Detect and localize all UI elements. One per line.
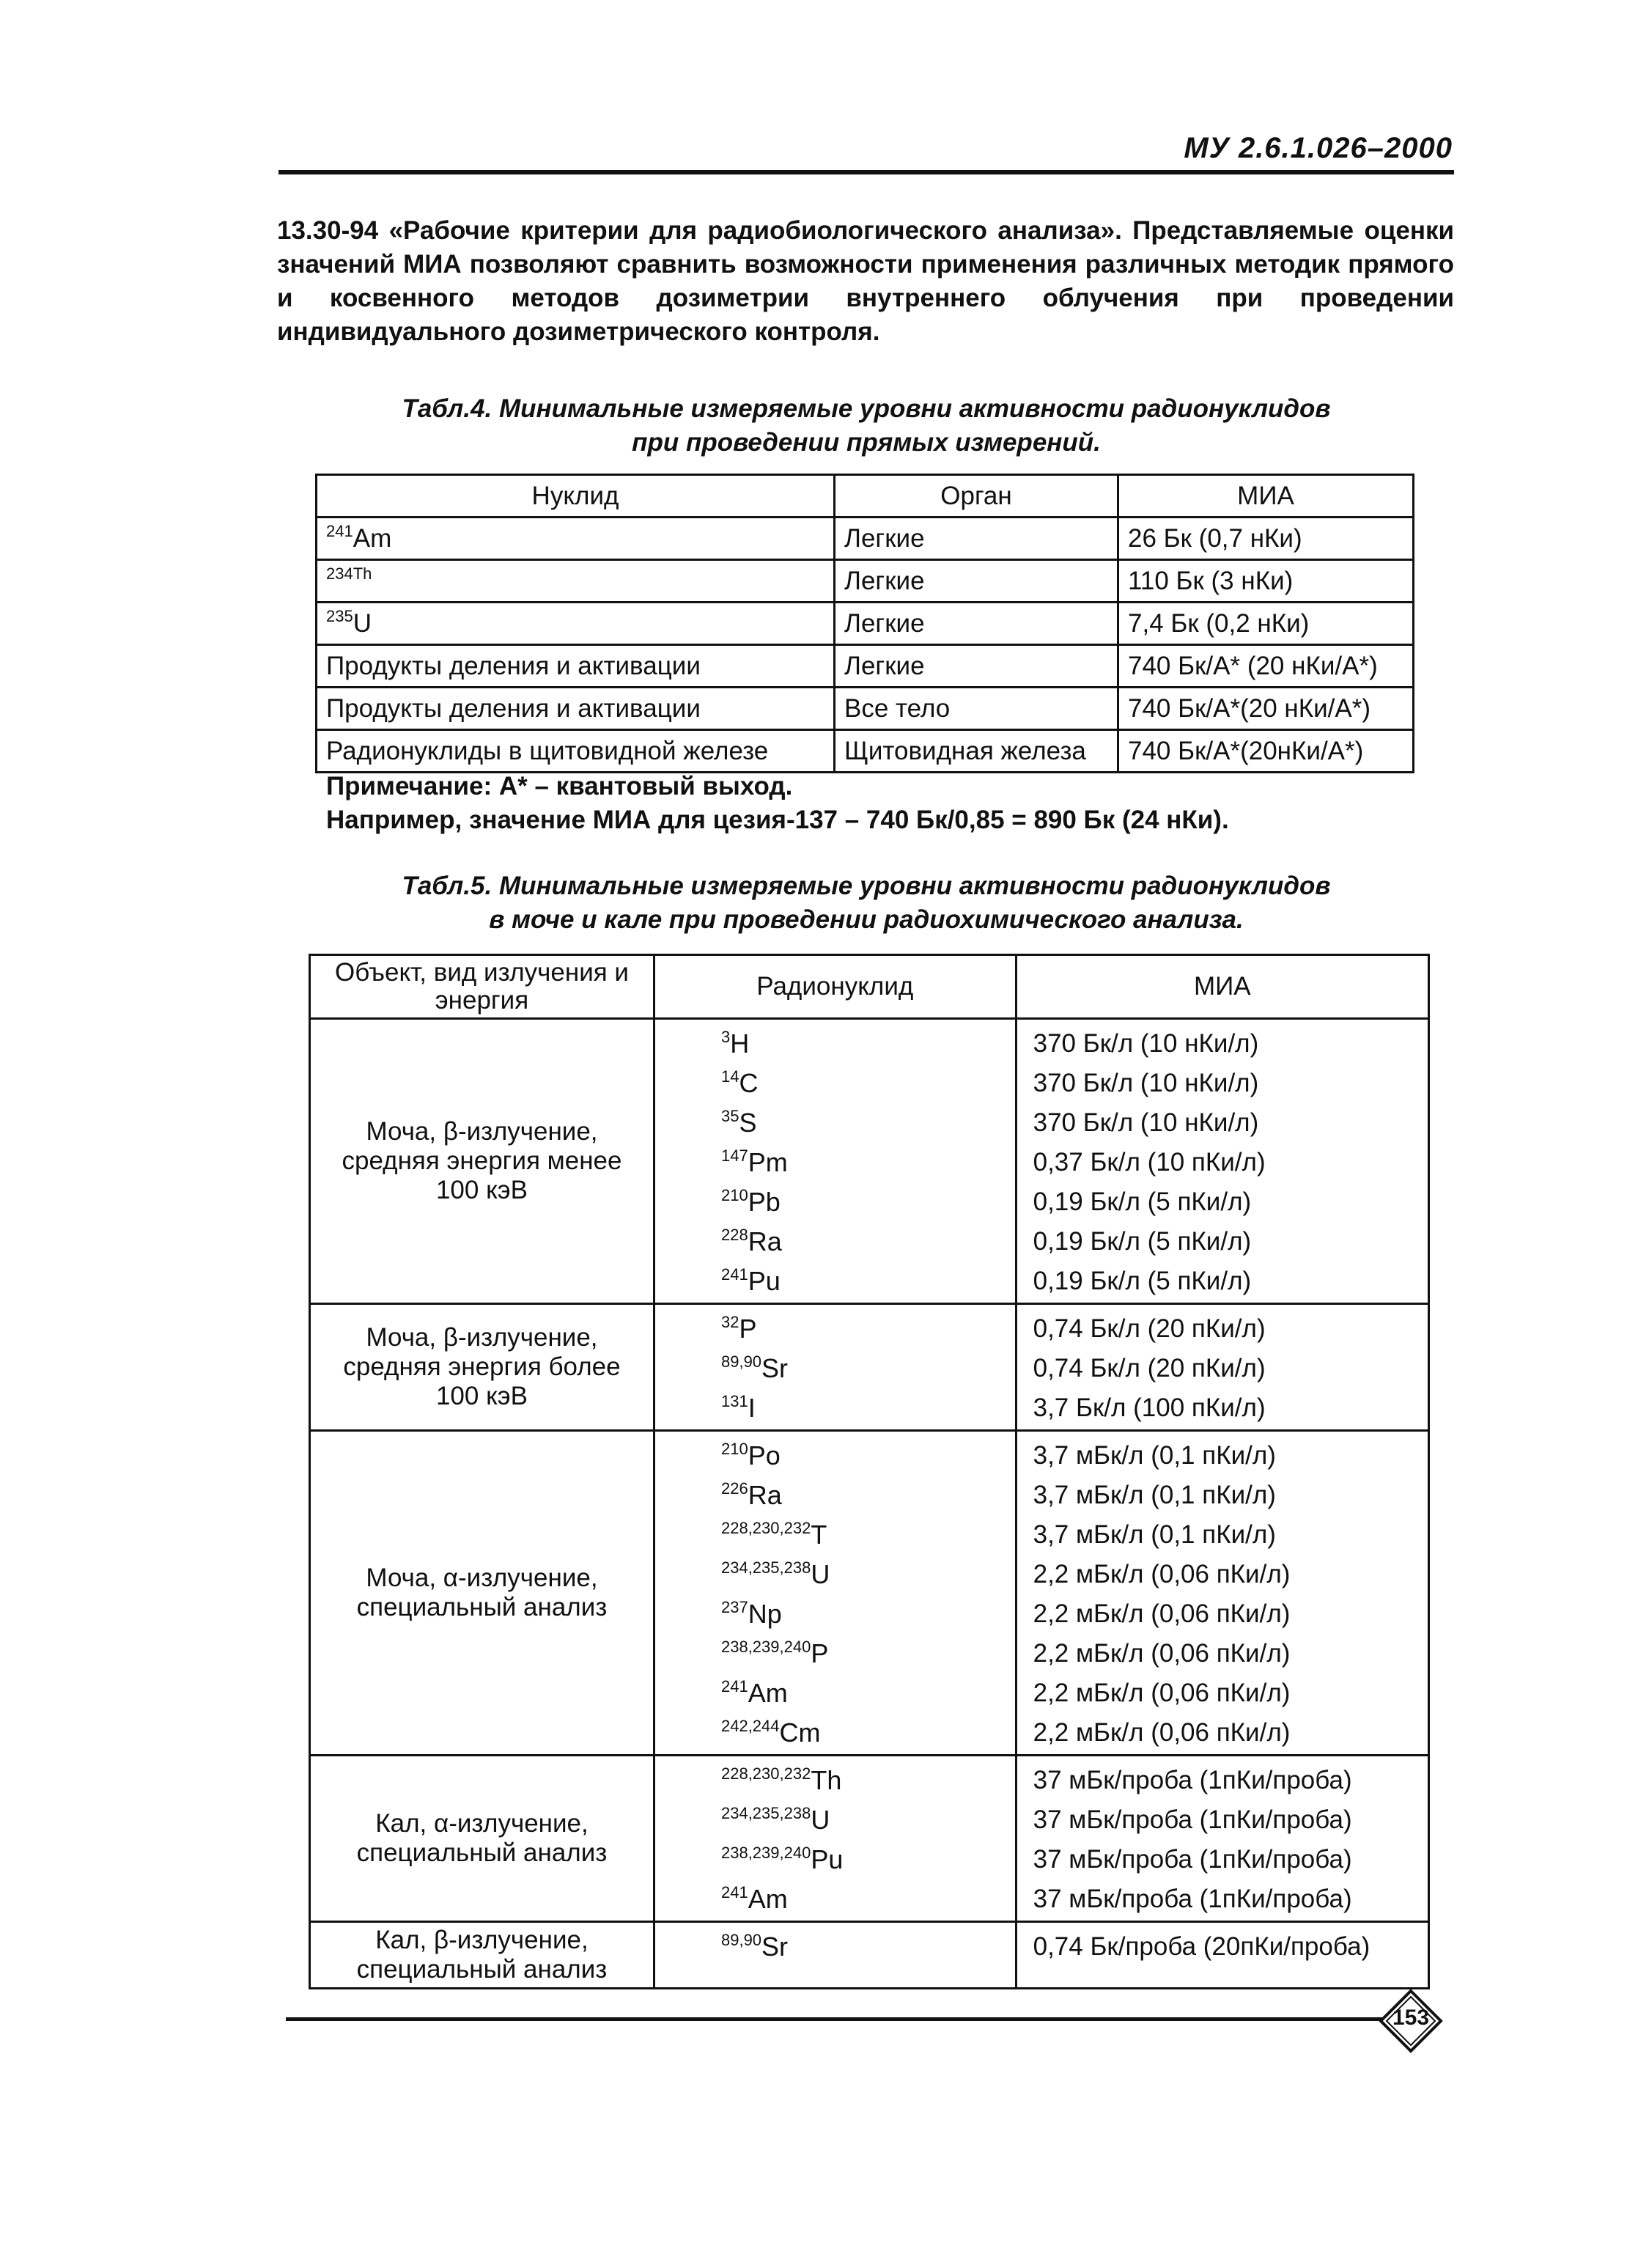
mia-value: 0,74 Бк/л (20 пКи/л) — [1033, 1354, 1266, 1382]
element-symbol: S — [739, 1108, 757, 1138]
table-row — [310, 1431, 1429, 1756]
table4-note-1: Примечание: А* – квантовый выход. — [326, 772, 793, 800]
element-symbol: Th — [811, 1765, 842, 1795]
element-symbol: P — [739, 1314, 757, 1344]
mia-value: 37 мБк/проба (1пКи/проба) — [1033, 1885, 1352, 1913]
element-symbol: Sr — [761, 1353, 789, 1383]
nuclide-name: Продукты деления и активации — [326, 651, 701, 680]
mia-value: 0,19 Бк/л (5 пКи/л) — [1033, 1188, 1252, 1216]
table5-cell-object — [310, 1019, 654, 1304]
object-line: специальный анализ — [356, 1838, 608, 1867]
nuclide-line — [721, 1474, 1015, 1514]
nuclide-line — [721, 1632, 1015, 1672]
mia-value: 37 мБк/проба (1пКи/проба) — [1033, 1805, 1352, 1834]
mia-value: 2,2 мБк/л (0,06 пКи/л) — [1033, 1599, 1291, 1628]
nuclide-line — [721, 1553, 1015, 1593]
nuclide-line — [721, 1141, 1015, 1181]
element-symbol: I — [748, 1393, 756, 1423]
element-symbol: T — [811, 1520, 827, 1550]
table4-cell-nuclide — [317, 560, 835, 603]
mass-number: 234,235,238 — [720, 1804, 811, 1822]
mass-number: 241 — [720, 1265, 748, 1284]
mass-number: 32 — [720, 1313, 739, 1331]
table4-header-mia: МИА — [1118, 475, 1414, 518]
nuclide-line — [721, 1220, 1015, 1260]
nuclide-name: U — [353, 608, 372, 638]
mass-number: 210 — [720, 1440, 748, 1458]
table5-header-nuclide: Радионуклид — [654, 955, 1016, 1019]
document-code: МУ 2.6.1.026–2000 — [1184, 132, 1453, 164]
mia-value: 37 мБк/проба (1пКи/проба) — [1033, 1766, 1352, 1794]
mia-value: 3,7 мБк/л (0,1 пКи/л) — [1033, 1481, 1276, 1509]
table-row — [317, 688, 1414, 730]
mass-number: 14 — [720, 1067, 739, 1086]
mass-number: 235 — [326, 606, 353, 625]
element-symbol: Ra — [748, 1226, 782, 1256]
table4-cell-mia: 7,4 Бк (0,2 нКи) — [1118, 603, 1414, 645]
footer-rule — [286, 2017, 1385, 2021]
table4-caption-label: Табл.4. — [402, 394, 492, 423]
mass-number: 89,90 — [720, 1352, 762, 1371]
table4-cell-organ: Легкие — [835, 518, 1118, 560]
table5-caption-label: Табл.5. — [402, 872, 492, 900]
element-symbol: Np — [748, 1599, 782, 1629]
table-row — [310, 1019, 1429, 1304]
mia-value: 0,19 Бк/л (5 пКи/л) — [1033, 1267, 1252, 1295]
object-line: специальный анализ — [356, 1955, 608, 1984]
element-symbol: Pu — [811, 1844, 844, 1874]
nuclide-line — [721, 1799, 1015, 1838]
table4-note-2: Например, значение МИА для цезия-137 – 740 Бк/0,85 = 890 Бк (24 нКи). — [326, 806, 1229, 834]
mass-number: 228,230,232 — [720, 1519, 811, 1537]
mia-value: 3,7 Бк/л (100 пКи/л) — [1033, 1393, 1266, 1422]
nuclide-line — [721, 1926, 1015, 1965]
mass-number: 35 — [720, 1107, 739, 1125]
table5-caption-line1: Минимальные измеряемые уровни активности радионуклидов — [498, 872, 1331, 900]
object-line: специальный анализ — [356, 1593, 608, 1621]
element-symbol: Cm — [779, 1717, 821, 1748]
page-number: 153 — [1392, 2006, 1430, 2030]
mass-number: 237 — [720, 1598, 748, 1616]
table-row — [317, 730, 1414, 773]
mia-value: 0,74 Бк/л (20 пКи/л) — [1033, 1314, 1266, 1343]
element-symbol: P — [811, 1638, 829, 1668]
element-symbol: H — [730, 1028, 750, 1058]
object-line: Моча, β-излучение, — [366, 1117, 598, 1146]
header-rule — [278, 170, 1454, 174]
table5-cell-nuclides — [654, 1431, 1016, 1756]
element-symbol: Pu — [748, 1266, 781, 1296]
mia-value: 3,7 мБк/л (0,1 пКи/л) — [1033, 1520, 1276, 1549]
nuclide-name: Продукты деления и активации — [326, 693, 701, 723]
mass-number: 241 — [720, 1883, 748, 1901]
table-row — [310, 1922, 1429, 1989]
table5-cell-mia — [1016, 1431, 1428, 1756]
table4-cell-mia: 740 Бк/А*(20нКи/А*) — [1118, 730, 1414, 773]
element-symbol: Pb — [748, 1187, 781, 1217]
table5-header-row — [310, 955, 1429, 1019]
mass-number: 3 — [720, 1028, 731, 1046]
mass-number: 131 — [720, 1392, 748, 1410]
table4-body — [317, 518, 1414, 773]
table4-header-nuclide: Нуклид — [317, 475, 835, 518]
table5-header-object: Объект, вид излучения и энергия — [310, 955, 654, 1019]
table-row — [310, 1304, 1429, 1431]
nuclide-name: Радионуклиды в щитовидной железе — [326, 736, 769, 765]
mia-value: 0,74 Бк/проба (20пКи/проба) — [1033, 1932, 1370, 1961]
nuclide-line — [721, 1838, 1015, 1878]
nuclide-line — [721, 1759, 1015, 1799]
object-line: Моча, α-излучение, — [366, 1564, 598, 1592]
table5-caption-line2: в моче и кале при проведении радиохимического анализа. — [489, 905, 1244, 934]
object-line: средняя энергия более — [343, 1352, 621, 1381]
element-symbol: Am — [748, 1884, 788, 1914]
table5-header-mia: МИА — [1016, 955, 1428, 1019]
table4-notes — [326, 770, 1425, 837]
table5-cell-object — [310, 1431, 654, 1756]
table5-cell-mia — [1016, 1922, 1428, 1989]
mass-number: 226 — [720, 1479, 748, 1498]
mass-number: 147 — [720, 1146, 748, 1165]
table5-cell-mia — [1016, 1304, 1428, 1431]
table5-cell-object — [310, 1756, 654, 1922]
table4-cell-organ: Легкие — [835, 603, 1118, 645]
table4-caption — [278, 392, 1454, 460]
table4-cell-mia: 740 Бк/А*(20 нКи/А*) — [1118, 688, 1414, 730]
object-line: 100 кэВ — [435, 1176, 528, 1204]
mass-number: 228,230,232 — [720, 1764, 811, 1783]
mass-number: 238,239,240 — [720, 1844, 811, 1862]
element-symbol: C — [739, 1068, 759, 1098]
table-row — [317, 560, 1414, 603]
nuclide-line — [721, 1712, 1015, 1751]
table4 — [315, 474, 1414, 773]
object-line: Кал, β-излучение, — [375, 1926, 589, 1954]
nuclide-line — [721, 1593, 1015, 1632]
table4-cell-organ: Щитовидная железа — [835, 730, 1118, 773]
nuclide-line — [721, 1387, 1015, 1426]
mass-number: 89,90 — [720, 1931, 762, 1949]
nuclide-line — [721, 1435, 1015, 1474]
table4-cell-organ: Все тело — [835, 688, 1118, 730]
mass-number: 242,244 — [720, 1717, 780, 1735]
nuclide-line — [721, 1514, 1015, 1553]
table5-body — [310, 1019, 1429, 1989]
mia-value: 2,2 мБк/л (0,06 пКи/л) — [1033, 1560, 1291, 1588]
intro-paragraph: 13.30-94 «Рабочие критерии для радиобиологического анализа». Представляемые оценки значений МИА позволяют сравнить возможности применения различных методик прямого и косвенного методов дозиметрии внутреннего облучения при проведении индивидуального дозиметрического контроля. — [277, 216, 1454, 346]
mass-number: 241 — [326, 521, 353, 540]
mia-value: 0,19 Бк/л (5 пКи/л) — [1033, 1227, 1252, 1256]
mia-value: 37 мБк/проба (1пКи/проба) — [1033, 1845, 1352, 1874]
element-symbol: Am — [748, 1678, 788, 1708]
table4-cell-nuclide — [317, 645, 835, 688]
mia-value: 2,2 мБк/л (0,06 пКи/л) — [1033, 1718, 1291, 1747]
element-symbol: U — [811, 1559, 830, 1589]
table5-cell-nuclides — [654, 1922, 1016, 1989]
mia-value: 3,7 мБк/л (0,1 пКи/л) — [1033, 1441, 1276, 1470]
table5-cell-mia — [1016, 1756, 1428, 1922]
mia-value: 2,2 мБк/л (0,06 пКи/л) — [1033, 1639, 1291, 1668]
nuclide-line — [721, 1878, 1015, 1918]
table5-cell-mia — [1016, 1019, 1428, 1304]
object-line: Кал, α-излучение, — [375, 1809, 589, 1838]
mass-number: 234Th — [326, 564, 372, 583]
table-row — [317, 603, 1414, 645]
mass-number: 234,235,238 — [720, 1558, 811, 1577]
table4-cell-mia: 26 Бк (0,7 нКи) — [1118, 518, 1414, 560]
mass-number: 241 — [720, 1677, 748, 1696]
mia-value: 370 Бк/л (10 нКи/л) — [1033, 1108, 1259, 1137]
table4-cell-nuclide — [317, 730, 835, 773]
table5 — [309, 954, 1430, 1989]
table-row — [317, 518, 1414, 560]
element-symbol: Ra — [748, 1480, 782, 1510]
nuclide-line — [721, 1181, 1015, 1220]
nuclide-line — [721, 1347, 1015, 1387]
nuclide-line — [721, 1260, 1015, 1300]
nuclide-line — [721, 1023, 1015, 1062]
nuclide-line — [721, 1062, 1015, 1102]
table4-caption-line2: при проведении прямых измерений. — [632, 428, 1101, 457]
table5-cell-nuclides — [654, 1756, 1016, 1922]
mass-number: 210 — [720, 1186, 748, 1204]
table5-cell-object — [310, 1922, 654, 1989]
element-symbol: Po — [748, 1440, 781, 1470]
element-symbol: Pm — [748, 1147, 788, 1177]
mia-value: 2,2 мБк/л (0,06 пКи/л) — [1033, 1679, 1291, 1707]
nuclide-line — [721, 1102, 1015, 1141]
table4-header-organ: Орган — [835, 475, 1118, 518]
mia-value: 0,37 Бк/л (10 пКи/л) — [1033, 1148, 1266, 1177]
element-symbol: Sr — [761, 1932, 789, 1962]
table4-cell-mia: 740 Бк/А* (20 нКи/А*) — [1118, 645, 1414, 688]
object-line: средняя энергия менее — [342, 1146, 622, 1175]
mia-value: 370 Бк/л (10 нКи/л) — [1033, 1069, 1259, 1097]
table4-cell-nuclide — [317, 518, 835, 560]
object-line: Моча, β-излучение, — [366, 1323, 598, 1352]
table4-cell-mia: 110 Бк (3 нКи) — [1118, 560, 1414, 603]
table-row — [317, 645, 1414, 688]
table4-caption-line1: Минимальные измеряемые уровни активности радионуклидов — [498, 394, 1331, 423]
nuclide-line — [721, 1672, 1015, 1712]
table4-cell-organ: Легкие — [835, 645, 1118, 688]
nuclide-name: Am — [353, 523, 392, 553]
table5-cell-nuclides — [654, 1304, 1016, 1431]
mia-value: 370 Бк/л (10 нКи/л) — [1033, 1029, 1259, 1058]
mass-number: 228 — [720, 1226, 748, 1244]
table4-cell-nuclide — [317, 688, 835, 730]
table5-caption — [278, 869, 1454, 937]
nuclide-line — [721, 1308, 1015, 1347]
table5-cell-object — [310, 1304, 654, 1431]
table4-cell-organ: Легкие — [835, 560, 1118, 603]
mass-number: 238,239,240 — [720, 1638, 811, 1656]
table4-header-row — [317, 475, 1414, 518]
object-line: 100 кэВ — [435, 1382, 528, 1410]
element-symbol: U — [811, 1805, 830, 1835]
table4-cell-nuclide — [317, 603, 835, 645]
table-row — [310, 1756, 1429, 1922]
table5-cell-nuclides — [654, 1019, 1016, 1304]
